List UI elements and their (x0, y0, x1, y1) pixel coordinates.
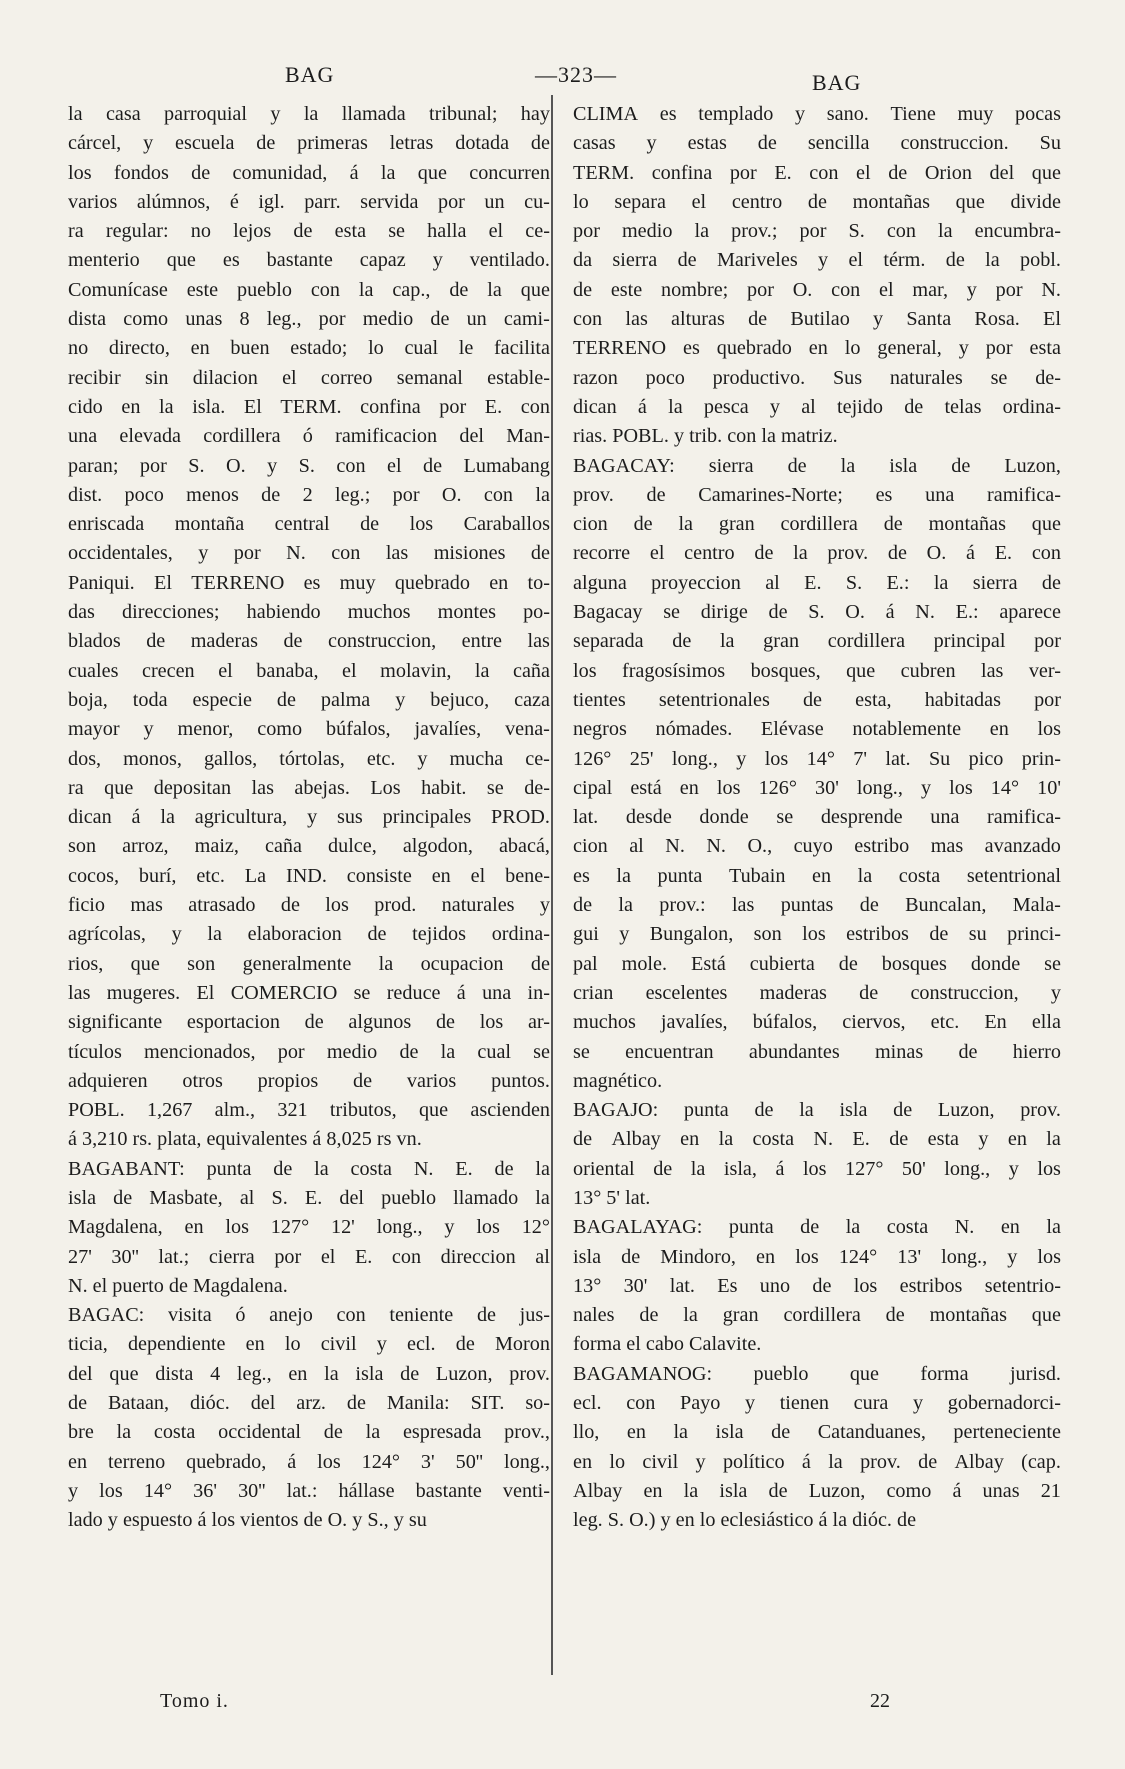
text-line: ticia, dependiente en lo civil y ecl. de Moron (68, 1333, 550, 1356)
text-line: ecl. con Payo y tienen cura y gobernadorci- (573, 1392, 1061, 1415)
text-line: cipal está en los 126° 30' long., y los 14° 10' (573, 776, 1061, 799)
text-line: cion de la gran cordillera de montañas que (573, 513, 1061, 536)
text-line: recibir sin dilacion el correo semanal estable- (68, 366, 550, 389)
text-line: de la prov.: las puntas de Buncalan, Mala- (573, 894, 1061, 917)
text-line: BAGALAYAG: punta de la costa N. en la (573, 1216, 1061, 1239)
text-line: una elevada cordillera ó ramificacion del Man- (68, 425, 550, 448)
volume-label: Tomo i. (160, 1690, 229, 1712)
text-line: oriental de la isla, á los 127° 50' long., y los (573, 1157, 1061, 1180)
text-line: boja, toda especie de palma y bejuco, caza (68, 688, 550, 711)
text-line: N. el puerto de Magdalena. (68, 1274, 288, 1297)
text-line: lat. desde donde se desprende una ramifica- (573, 806, 1061, 829)
text-line: ra regular: no lejos de esta se halla el ce- (68, 220, 550, 243)
text-line: cido en la isla. El TERM. confina por E. con (68, 395, 550, 418)
text-line: magnético. (573, 1069, 663, 1092)
text-line: Bagacay se dirige de S. O. á N. E.: aparece (573, 601, 1061, 624)
text-line: de este nombre; por O. con el mar, y por N. (573, 278, 1061, 301)
text-line: es la punta Tubain en la costa setentrional (573, 864, 1061, 887)
text-line: se encuentran abundantes minas de hierro (573, 1040, 1061, 1063)
text-line: pal mole. Está cubierta de bosques donde se (573, 952, 1061, 975)
text-line: Albay en la isla de Luzon, como á unas 21 (573, 1479, 1061, 1502)
text-line: significante esportacion de algunos de los ar- (68, 1011, 550, 1034)
text-line: dist. poco menos de 2 leg.; por O. con la (68, 483, 550, 506)
text-line: enriscada montaña central de los Caraballos (68, 513, 550, 536)
text-line: dican á la pesca y al tejido de telas ordina- (573, 395, 1061, 418)
text-line: la casa parroquial y la llamada tribunal; hay (68, 103, 550, 125)
text-line: BAGAJO: punta de la isla de Luzon, prov. (573, 1099, 1061, 1122)
text-line: TERM. confina por E. con el de Orion del que (573, 161, 1061, 184)
text-line: mayor y menor, como búfalos, javalíes, vena- (68, 718, 550, 741)
text-line: bre la costa occidental de la espresada prov., (68, 1421, 550, 1444)
text-line: y los 14° 36' 30'' lat.: hállase bastante venti- (68, 1479, 550, 1502)
text-line: isla de Mindoro, en los 124° 13' long., y los (573, 1245, 1061, 1268)
text-line: das direcciones; habiendo muchos montes po- (68, 601, 550, 624)
text-line: adquieren otros propios de varios puntos. (68, 1069, 550, 1092)
text-line: por medio la prov.; por S. con la encumbra- (573, 220, 1061, 243)
text-line: separada de la gran cordillera principal por (573, 630, 1061, 653)
text-line: recorre el centro de la prov. de O. á E. con (573, 542, 1061, 565)
text-line: rios, que son generalmente la ocupacion de (68, 952, 550, 975)
text-line: en lo civil y político á la prov. de Albay (cap. (573, 1450, 1061, 1473)
text-line: BAGACAY: sierra de la isla de Luzon, (573, 454, 1061, 477)
text-line: lo separa el centro de montañas que divide (573, 190, 1061, 213)
text-line: ra que depositan las abejas. Los habit. se de- (68, 776, 550, 799)
text-line: agrícolas, y la elaboracion de tejidos ordina- (68, 923, 550, 946)
text-line: nales de la gran cordillera de montañas que (573, 1304, 1061, 1327)
text-line: forma el cabo Calavite. (573, 1333, 762, 1356)
text-line: casas y estas de sencilla construccion. Su (573, 132, 1061, 155)
text-line: TERRENO es quebrado en lo general, y por esta (573, 337, 1061, 360)
text-line: de Bataan, dióc. del arz. de Manila: SIT. so- (68, 1392, 550, 1415)
text-line: cocos, burí, etc. La IND. consiste en el bene- (68, 864, 550, 887)
text-line: isla de Masbate, al S. E. del pueblo llamado la (68, 1186, 550, 1209)
text-line: de Albay en la costa N. E. de esta y en la (573, 1128, 1061, 1151)
text-line: cion al N. N. O., cuyo estribo mas avanzado (573, 835, 1061, 858)
text-line: Comunícase este pueblo con la cap., de la que (68, 278, 550, 301)
text-line: á 3,210 rs. plata, equivalentes á 8,025 rs vn. (68, 1128, 422, 1151)
text-line: menterio que es bastante capaz y ventilado. (68, 249, 550, 272)
text-line: gui y Bungalon, son los estribos de su princi- (573, 923, 1061, 946)
running-head-right: BAG (812, 70, 862, 95)
text-line: 13° 30' lat. Es uno de los estribos setentrio- (573, 1274, 1061, 1297)
text-line: POBL. 1,267 alm., 321 tributos, que ascienden (68, 1099, 550, 1122)
text-line: ficio mas atrasado de los prod. naturales y (68, 894, 550, 917)
text-line: CLIMA es templado y sano. Tiene muy pocas (573, 103, 1061, 125)
text-line: las mugeres. El COMERCIO se reduce á una in- (68, 981, 550, 1004)
text-line: BAGAC: visita ó anejo con teniente de jus- (68, 1304, 550, 1327)
text-line: paran; por S. O. y S. con el de Lumabang (68, 454, 550, 477)
text-line: occidentales, y por N. con las misiones de (68, 542, 550, 565)
column-divider (551, 95, 553, 1675)
text-line: prov. de Camarines-Norte; es una ramifica- (573, 483, 1061, 506)
text-line: da sierra de Mariveles y el térm. de la pobl. (573, 249, 1061, 272)
text-line: alguna proyeccion al E. S. E.: la sierra de (573, 571, 1061, 594)
text-line: tientes setentrionales de esta, habitadas por (573, 688, 1061, 711)
text-line: Paniqui. El TERRENO es muy quebrado en to- (68, 571, 550, 594)
right-column (573, 100, 1061, 1536)
text-line: 13° 5' lat. (573, 1186, 651, 1209)
text-line: negros nómades. Elévase notablemente en los (573, 718, 1061, 741)
text-line: 126° 25' long., y los 14° 7' lat. Su pico prin- (573, 747, 1061, 770)
left-column (68, 100, 550, 1536)
text-line: con las alturas de Butilao y Santa Rosa. El (573, 308, 1061, 331)
text-line: los fragosísimos bosques, que cubren las ver- (573, 659, 1061, 682)
text-line: del que dista 4 leg., en la isla de Luzon, prov. (68, 1362, 550, 1385)
text-line: cárcel, y escuela de primeras letras dotada de (68, 132, 550, 155)
text-line: lado y espuesto á los vientos de O. y S., y su (68, 1509, 427, 1532)
text-line: varios alúmnos, é igl. parr. servida por un cu- (68, 190, 550, 213)
text-line: dista como unas 8 leg., por medio de un cami- (68, 308, 550, 331)
text-line: rias. POBL. y trib. con la matriz. (573, 425, 838, 448)
signature-mark: 22 (870, 1690, 890, 1712)
text-line: razon poco productivo. Sus naturales se de- (573, 366, 1061, 389)
text-line: dican á la agricultura, y sus principales PROD. (68, 806, 550, 829)
running-head-left: BAG (285, 62, 335, 87)
text-line: los fondos de comunidad, á la que concurren (68, 161, 550, 184)
text-line: cuales crecen el banaba, el molavin, la caña (68, 659, 550, 682)
text-line: 27' 30'' lat.; cierra por el E. con direccion al (68, 1245, 550, 1268)
text-line: Magdalena, en los 127° 12' long., y los 12° (68, 1216, 550, 1239)
text-line: llo, en la isla de Catanduanes, perteneciente (573, 1421, 1061, 1444)
text-line: no directo, en buen estado; lo cual le facilita (68, 337, 550, 360)
text-line: BAGAMANOG: pueblo que forma jurisd. (573, 1362, 1061, 1385)
text-line: crian escelentes maderas de construccion, y (573, 981, 1061, 1004)
page-number-header: —323— (535, 62, 617, 87)
text-line: tículos mencionados, por medio de la cual se (68, 1040, 550, 1063)
text-line: blados de maderas de construccion, entre las (68, 630, 550, 653)
text-line: dos, monos, gallos, tórtolas, etc. y mucha ce- (68, 747, 550, 770)
text-line: en terreno quebrado, á los 124° 3' 50'' long., (68, 1450, 550, 1473)
text-line: leg. S. O.) y en lo eclesiástico á la dióc. de (573, 1509, 917, 1532)
text-line: muchos javalíes, búfalos, ciervos, etc. En ella (573, 1011, 1061, 1034)
text-line: BAGABANT: punta de la costa N. E. de la (68, 1157, 550, 1180)
text-line: son arroz, maiz, caña dulce, algodon, abacá, (68, 835, 550, 858)
